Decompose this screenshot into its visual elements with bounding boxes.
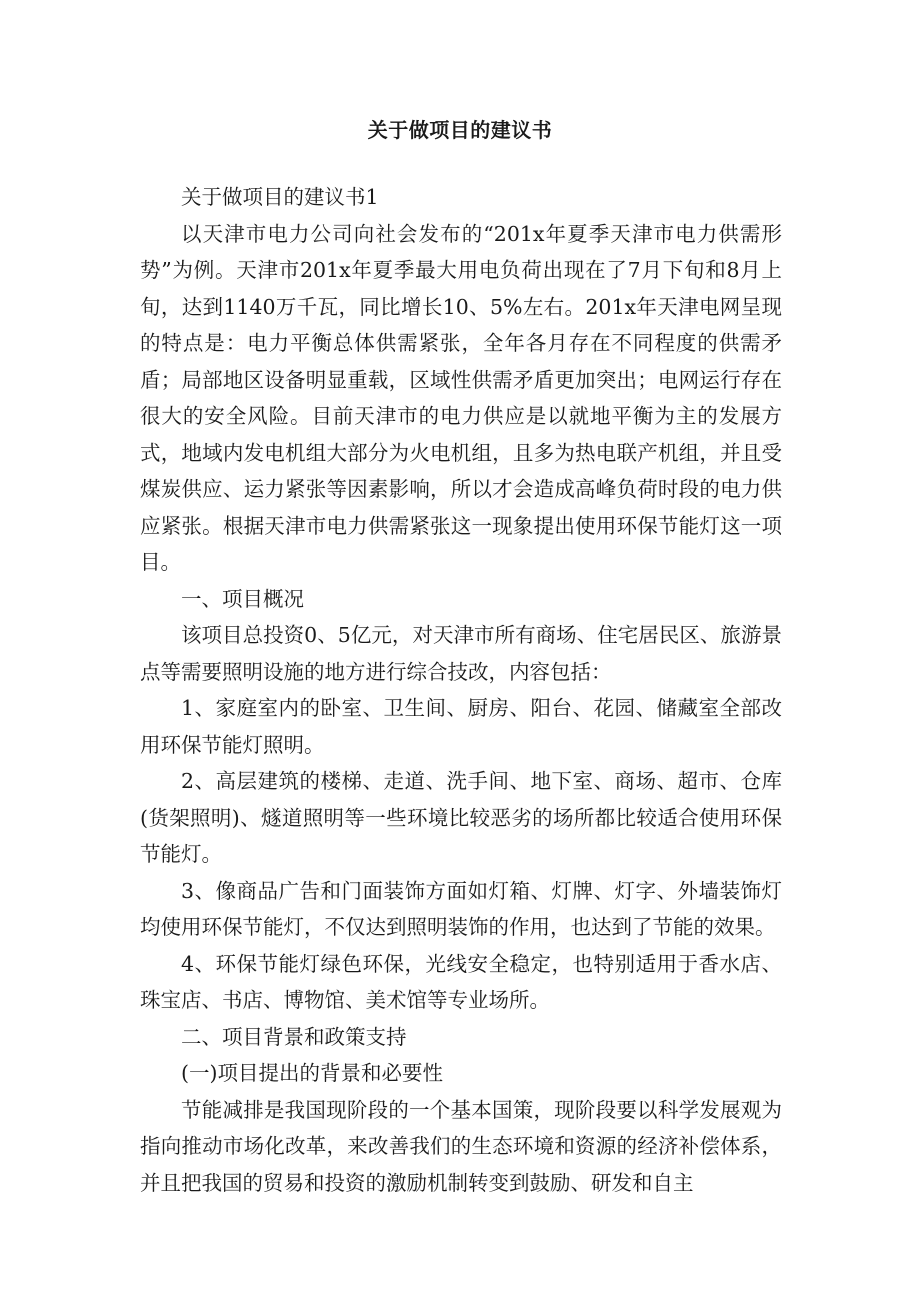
- list-item: 4、环保节能灯绿色环保，光线安全稳定，也特别适用于香水店、珠宝店、书店、博物馆、美术馆等专业场所。: [140, 951, 782, 1012]
- section-heading: 二、项目背景和政策支持: [181, 1024, 407, 1049]
- list-item: 1、家庭室内的卧室、卫生间、厨房、阳台、花园、储藏室全部改用环保节能灯照明。: [140, 696, 782, 757]
- body-paragraph: 以天津市电力公司向社会发布的“201x年夏季天津市电力供需形势”为例。天津市201x年夏季最大用电负荷出现在了7月下旬和8月上旬，达到1140万千瓦，同比增长10、5%左右。201x年天津电网呈现的特点是：电力平衡总体供需紧张，全年各月存在不同程度的供需矛盾；局部地区设备明显重载，区域性供需矛盾更加突出；电网运行存在很大的安全风险。目前天津市的电力供应是以就地平衡为主的发展方式，地域内发电机组大部分为火电机组，且多为热电联产机组，并且受煤炭供应、运力紧张等因素影响，所以才会造成高峰负荷时段的电力供应紧张。根据天津市电力供需紧张这一现象提出使用环保节能灯这一项目。: [140, 221, 782, 574]
- document-body: [140, 179, 782, 1201]
- document-title: 关于做项目的建议书: [367, 118, 553, 142]
- list-item: 3、像商品广告和门面装饰方面如灯箱、灯牌、灯字、外墙装饰灯均使用环保节能灯，不仅达到照明装饰的作用，也达到了节能的效果。: [140, 878, 782, 939]
- body-paragraph: 节能减排是我国现阶段的一个基本国策，现阶段要以科学发展观为指向推动市场化改革，来改善我们的生态环境和资源的经济补偿体系，并且把我国的贸易和投资的激励机制转变到鼓励、研发和自主: [140, 1097, 782, 1195]
- subsection-heading: (一)项目提出的背景和必要性: [181, 1061, 443, 1085]
- section-heading: 一、项目概况: [181, 586, 304, 611]
- list-item: 2、高层建筑的楼梯、走道、洗手间、地下室、商场、超市、仓库(货架照明)、燧道照明等一些环境比较恶劣的场所都比较适合使用环保节能灯。: [140, 769, 782, 866]
- body-paragraph: 该项目总投资0、5亿元，对天津市所有商场、住宅居民区、旅游景点等需要照明设施的地方进行综合技改，内容包括：: [140, 623, 782, 684]
- section-heading: 关于做项目的建议书1: [181, 185, 379, 209]
